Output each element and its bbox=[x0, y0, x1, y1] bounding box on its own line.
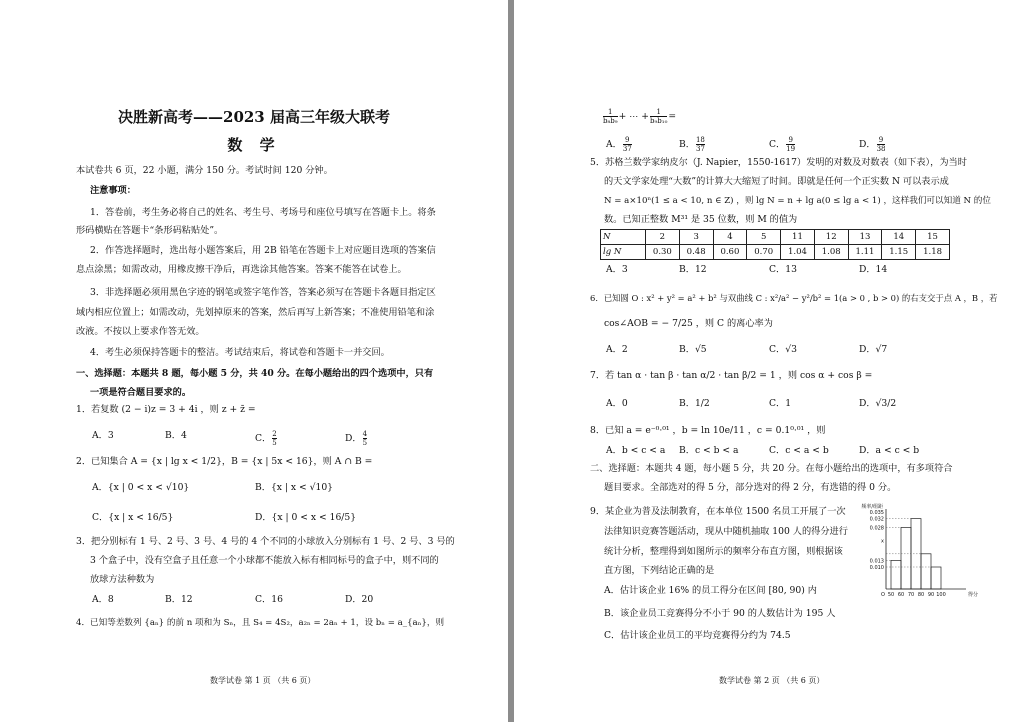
q4-continuation: $\frac{1}{\text{b₈b₉}}$ + ⋯ + $\frac{1}{\text{b₉b₁₀}}$ = bbox=[603, 108, 677, 125]
question-4: 4．已知等差数列 {aₙ} 的前 n 项和为 Sₙ，且 S₄ = 4S₂，a₂ₙ = 2aₙ + 1，设 bₙ = a_{aₙ}，则 bbox=[76, 618, 445, 628]
q3-option-d: D．20 bbox=[345, 594, 374, 605]
x-tick-label: 70 bbox=[907, 592, 915, 598]
histogram-bar bbox=[931, 567, 941, 589]
q1-option-a: A．3 bbox=[92, 430, 114, 441]
page-footer: 数学试卷 第 2 页 （共 6 页） bbox=[719, 676, 825, 685]
q9-option-c: C．估计该企业员工的平均竞赛得分约为 74.5 bbox=[604, 630, 791, 641]
table-cell: 14 bbox=[882, 230, 916, 245]
q9-option-a: A．估计该企业 16% 的员工得分在区间 [80, 90) 内 bbox=[604, 585, 817, 596]
table-cell: 12 bbox=[814, 230, 848, 245]
q4-option-c: C． $\frac{9}{19}$ bbox=[769, 136, 796, 153]
histogram-bar bbox=[901, 527, 911, 589]
note-line: 域内相应位置上；如需改动，先划掉原来的答案，然后再写上新答案；不准使用铅笔和涂 bbox=[76, 307, 435, 318]
q5-option-a: A．3 bbox=[606, 264, 628, 275]
question-3: 3．把分别标有 1 号、2 号、3 号、4 号的 4 个不同的小球放入分别标有 1 号、2 号、3 号的 bbox=[76, 536, 455, 547]
x-tick-label: 80 bbox=[917, 592, 925, 598]
q7-option-c: C．1 bbox=[769, 398, 792, 409]
table-cell: 0.70 bbox=[747, 245, 781, 260]
q5-option-b: B．12 bbox=[679, 264, 707, 275]
question-9-line: 法律知识竞赛答题活动，现从中随机抽取 100 人的得分进行 bbox=[604, 526, 848, 537]
q3-option-a: A．8 bbox=[92, 594, 114, 605]
y-tick-label: x bbox=[881, 538, 884, 545]
section2-heading-cont: 题目要求。全部选对的得 5 分，部分选对的得 2 分，有选错的得 0 分。 bbox=[604, 482, 897, 493]
question-7: 7．若 tan α · tan β · tan α/2 · tan β/2 = 1 ，则 cos α + cos β = bbox=[590, 370, 873, 381]
q2-option-d: D．{x | 0 < x < 16/5} bbox=[255, 512, 357, 523]
x-tick-label: 50 bbox=[887, 592, 895, 598]
question-9: 9．某企业为普及法制教育，在本单位 1500 名员工开展了一次 bbox=[590, 506, 846, 517]
q6-option-a: A．2 bbox=[606, 344, 628, 355]
question-3-line: 放球方法种数为 bbox=[90, 574, 155, 585]
question-2: 2．已知集合 A = {x | lg x < 1/2}，B = {x | 5x < 16}，则 A ∩ B = bbox=[76, 456, 373, 467]
table-row bbox=[601, 230, 950, 245]
q9-option-b: B．该企业员工竞赛得分不小于 90 的人数估计为 195 人 bbox=[604, 608, 836, 619]
x-tick-label: 60 bbox=[897, 592, 905, 598]
question-5-line: N = a×10ⁿ(1 ≤ a < 10, n ∈ Z) ，则 lg N = n + lg a(0 ≤ lg a < 1) ，这样我们可以知道 N 的位 bbox=[604, 196, 991, 206]
section1-heading-cont: 一项是符合题目要求的。 bbox=[90, 387, 192, 398]
x-tick-label: 100 bbox=[936, 592, 946, 598]
q4-option-d: D． $\frac{9}{38}$ bbox=[859, 136, 886, 153]
q3-option-b: B．12 bbox=[165, 594, 193, 605]
histogram-bar bbox=[921, 554, 931, 589]
question-9-line: 直方图，下列结论正确的是 bbox=[604, 565, 715, 576]
q5-option-c: C．13 bbox=[769, 264, 797, 275]
q4-option-a: A． $\frac{9}{37}$ bbox=[606, 136, 632, 153]
q7-option-a: A．0 bbox=[606, 398, 628, 409]
q3-option-c: C．16 bbox=[255, 594, 283, 605]
table-row bbox=[601, 245, 950, 260]
exam-page-1 bbox=[0, 0, 508, 722]
note-line: 4．考生必须保持答题卡的整洁。考试结束后，将试卷和答题卡一并交回。 bbox=[90, 347, 390, 358]
y-tick-label: 0.035 bbox=[869, 510, 884, 516]
question-5: 5．苏格兰数学家纳皮尔（J. Napier，1550-1617）发明的对数及对数表（如下表），为当时 bbox=[590, 157, 967, 168]
question-6-line: cos∠AOB = − 7/25 ，则 C 的离心率为 bbox=[604, 318, 773, 329]
table-cell: 1.04 bbox=[781, 245, 815, 260]
question-1: 1．若复数 (2 − i)z = 3 + 4i ，则 z + z̄ = bbox=[76, 404, 256, 415]
q1-option-d: D． $\frac{4}{5}$ bbox=[345, 430, 368, 447]
table-cell: 11 bbox=[781, 230, 815, 245]
table-cell: 1.15 bbox=[882, 245, 916, 260]
y-tick-label: 0.010 bbox=[869, 565, 884, 571]
question-3-line: 3 个盒子中，没有空盒子且任意一个小球都不能放入标有相同标号的盒子中，则不同的 bbox=[90, 555, 439, 566]
table-cell: 5 bbox=[747, 230, 781, 245]
note-line: 2．作答选择题时，选出每小题答案后，用 2B 铅笔在答题卡上对应题目选项的答案信 bbox=[90, 245, 436, 256]
notice-heading: 注意事项： bbox=[90, 185, 136, 196]
exam-title: 决胜新高考——2023 届高三年级大联考 bbox=[118, 108, 390, 126]
question-5-line: 的天文学家处理“大数”的计算大大缩短了时间。即就是任何一个正实数 N 可以表示成 bbox=[604, 176, 949, 187]
y-axis-label: 频率/组距 bbox=[861, 504, 883, 510]
table-cell: 3 bbox=[679, 230, 713, 245]
section2-heading: 二、选择题：本题共 4 题，每小题 5 分，共 20 分。在每小题给出的选项中，有多项符合 bbox=[590, 463, 953, 474]
section1-heading: 一、选择题：本题共 8 题，每小题 5 分，共 40 分。在每小题给出的四个选项中，只有 bbox=[76, 368, 434, 379]
q6-option-c: C．√3 bbox=[769, 344, 797, 355]
q8-option-a: A．b < c < a bbox=[606, 445, 666, 456]
table-cell: N bbox=[601, 230, 646, 245]
question-8: 8．已知 a = e⁻⁰·⁰¹ ，b = ln 10e/11 ，c = 0.1⁰·⁰¹ ，则 bbox=[590, 425, 826, 436]
exam-intro: 本试卷共 6 页，22 小题，满分 150 分。考试时间 120 分钟。 bbox=[76, 165, 333, 176]
question-6: 6．已知圆 O : x² + y² = a² + b² 与双曲线 C : x²/a² − y²/b² = 1(a > 0 , b > 0) 的右支交于点 A ，B ，若 bbox=[590, 293, 998, 303]
note-line: 改液。不按以上要求作答无效。 bbox=[76, 326, 205, 337]
q6-option-b: B．√5 bbox=[679, 344, 707, 355]
x-tick-label: 90 bbox=[927, 592, 935, 598]
q6-option-d: D．√7 bbox=[859, 344, 888, 355]
table-cell: 2 bbox=[646, 230, 680, 245]
q2-option-a: A．{x | 0 < x < √10} bbox=[92, 482, 190, 493]
q2-option-b: B．{x | x < √10} bbox=[255, 482, 334, 493]
q1-option-c: C． $\frac{2}{5}$ bbox=[255, 430, 277, 447]
y-tick-label: 0.013 bbox=[869, 558, 884, 565]
table-cell: 4 bbox=[713, 230, 747, 245]
x-axis-label: 得分 bbox=[968, 592, 979, 598]
table-cell: 15 bbox=[916, 230, 950, 245]
q8-option-b: B．c < b < a bbox=[679, 445, 739, 456]
q8-option-c: C．c < a < b bbox=[769, 445, 829, 456]
note-line: 息点涂黑；如需改动，用橡皮擦干净后，再选涂其他答案。答案不能答在试卷上。 bbox=[76, 264, 407, 275]
histogram-bar bbox=[891, 560, 901, 589]
frequency-histogram bbox=[854, 503, 979, 599]
q1-option-b: B．4 bbox=[165, 430, 187, 441]
page-footer: 数学试卷 第 1 页 （共 6 页） bbox=[210, 676, 316, 685]
note-line: 3．非选择题必须用黑色字迹的钢笔或签字笔作答，答案必须写在答题卡各题目指定区 bbox=[90, 287, 436, 298]
table-cell: 0.48 bbox=[679, 245, 713, 260]
table-cell: 1.08 bbox=[814, 245, 848, 260]
q8-option-d: D．a < c < b bbox=[859, 445, 920, 456]
exam-subject: 数 学 bbox=[227, 136, 281, 154]
question-9-line: 统计分析，整理得到如图所示的频率分布直方图，则根据该 bbox=[604, 546, 843, 557]
q7-option-b: B．1/2 bbox=[679, 398, 710, 409]
note-line: 形码横贴在答题卡“条形码粘贴处”。 bbox=[76, 225, 224, 236]
table-cell: lg N bbox=[601, 245, 646, 260]
table-cell: 13 bbox=[848, 230, 882, 245]
q4-option-b: B． $\frac{18}{37}$ bbox=[679, 136, 705, 153]
table-cell: 1.11 bbox=[848, 245, 882, 260]
table-cell: 1.18 bbox=[916, 245, 950, 260]
table-cell: 0.60 bbox=[713, 245, 747, 260]
y-tick-label: 0.028 bbox=[869, 525, 884, 532]
question-5-line: 数。已知正整数 M³¹ 是 35 位数，则 M 的值为 bbox=[604, 214, 798, 225]
log-table bbox=[600, 229, 950, 260]
exam-page-2 bbox=[514, 0, 1024, 722]
q2-option-c: C．{x | x < 16/5} bbox=[92, 512, 174, 523]
note-line: 1．答卷前，考生务必将自己的姓名、考生号、考场号和座位号填写在答题卡上。将条 bbox=[90, 207, 436, 218]
q5-option-d: D．14 bbox=[859, 264, 888, 275]
q7-option-d: D．√3/2 bbox=[859, 398, 897, 409]
x-tick-label: O bbox=[881, 592, 885, 598]
table-cell: 0.30 bbox=[646, 245, 680, 260]
y-tick-label: 0.032 bbox=[869, 516, 884, 523]
